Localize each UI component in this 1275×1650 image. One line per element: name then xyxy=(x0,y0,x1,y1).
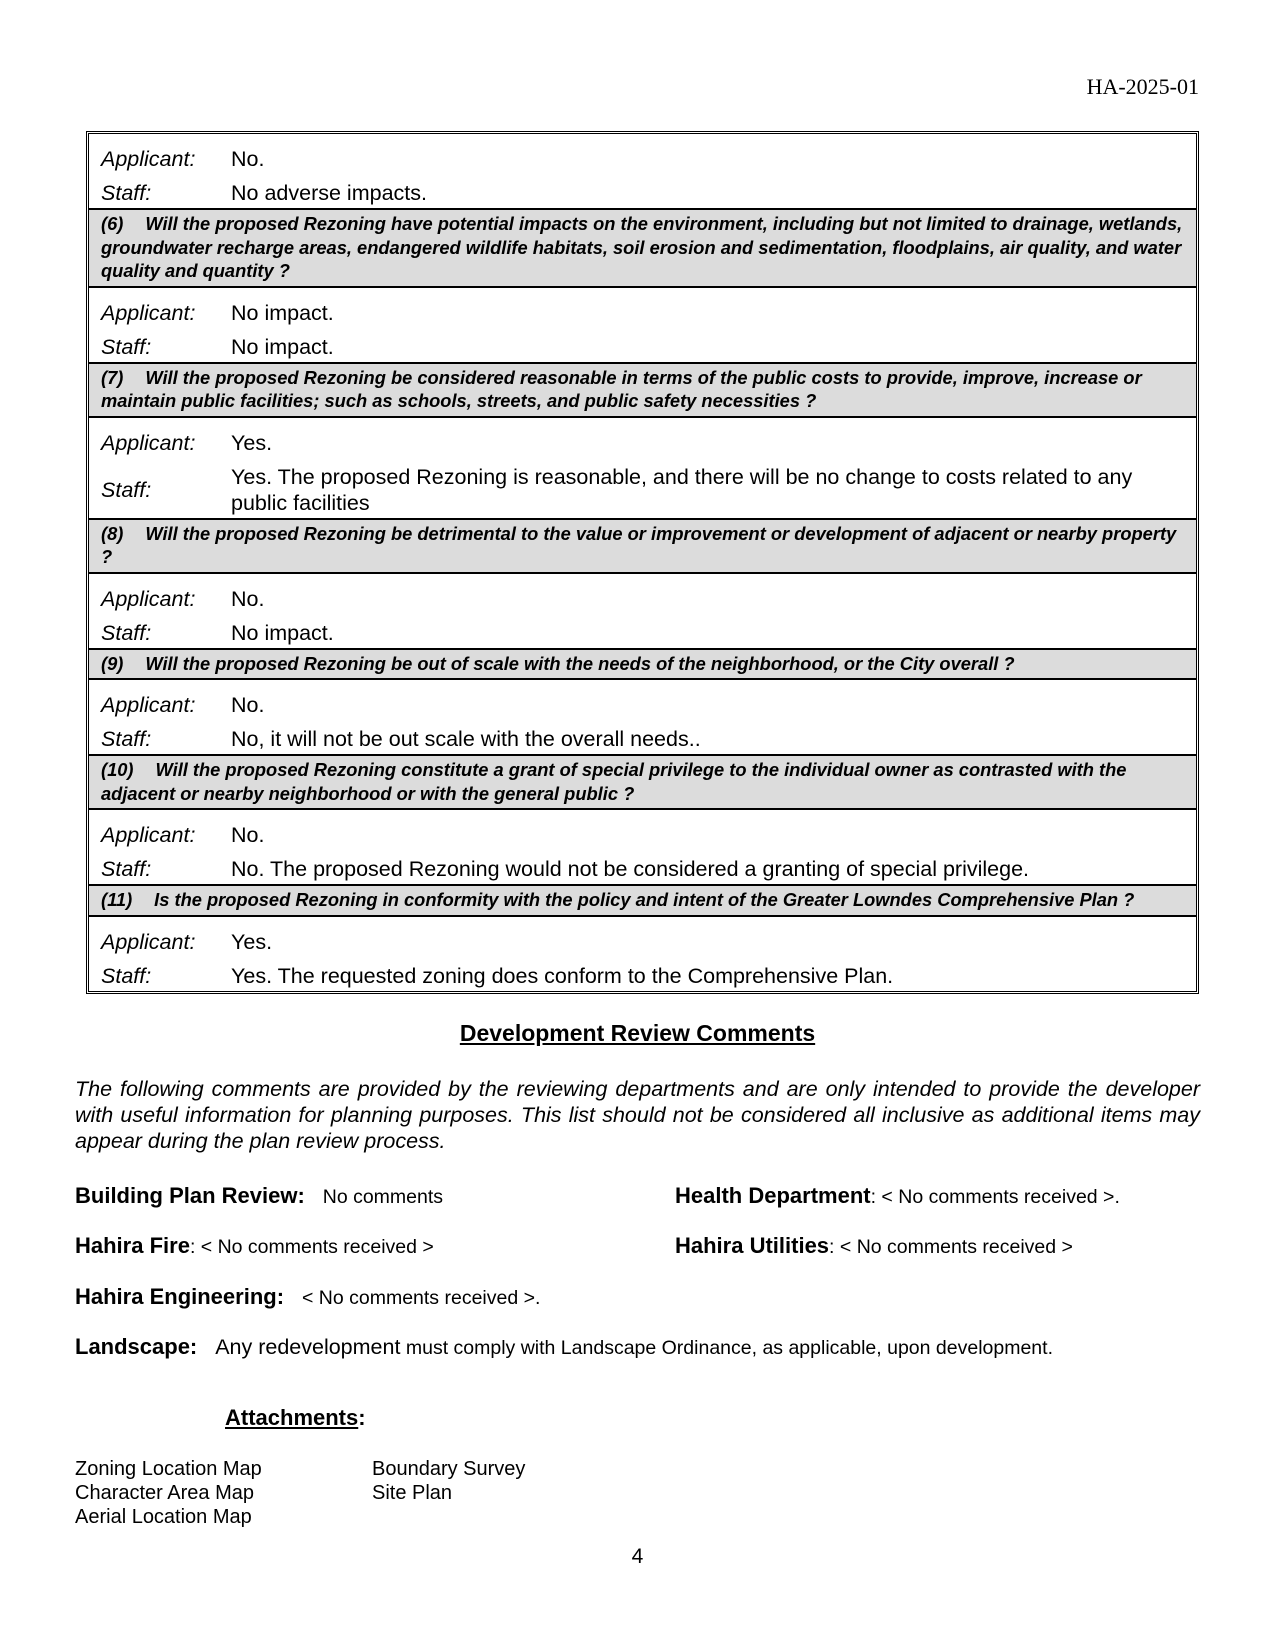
answer-label: Applicant: xyxy=(101,147,196,171)
comment-value: : < No comments received > xyxy=(829,1236,1073,1258)
answer-label: Staff: xyxy=(101,334,152,359)
attachments-list-right xyxy=(372,1457,525,1505)
answer-row-staff xyxy=(101,180,1184,206)
page-number: 4 xyxy=(631,1545,644,1568)
attachments-heading xyxy=(225,1405,366,1431)
answer-label: Staff: xyxy=(101,727,152,751)
question-number: (11) xyxy=(101,889,133,910)
answer-text: Yes. xyxy=(231,430,273,455)
comment-label: Hahira Fire xyxy=(75,1233,190,1258)
attachment-item: Boundary Survey xyxy=(372,1458,526,1480)
comment-building-plan-review xyxy=(75,1183,443,1209)
answer-text: Yes. The requested zoning does conform to the Comprehensive Plan. xyxy=(231,963,894,988)
comment-value: No comments xyxy=(322,1186,444,1208)
comment-health-department xyxy=(675,1183,1120,1209)
answer-block xyxy=(89,418,1196,520)
answer-text: No impact. xyxy=(231,334,334,359)
answer-row-staff xyxy=(101,963,1184,989)
attachment-item: Character Area Map xyxy=(75,1482,254,1504)
answer-row-applicant xyxy=(101,822,1184,848)
question-text: Will the proposed Rezoning be detrimental to the value or improvement or development of adjacent or nearby property ? xyxy=(101,522,1177,567)
answer-text: No. The proposed Rezoning would not be considered a granting of special privilege. xyxy=(231,857,1029,881)
question-text: Is the proposed Rezoning in conformity with the policy and intent of the Greater Lowndes Comprehensive Plan ? xyxy=(154,889,1135,910)
question-number: (10) xyxy=(101,759,134,780)
attachment-item: Aerial Location Map xyxy=(75,1506,252,1528)
answer-text: No adverse impacts. xyxy=(231,181,427,205)
question-number: (8) xyxy=(101,522,124,544)
comment-value: < No comments received >. xyxy=(301,1287,541,1309)
answer-label: Staff: xyxy=(101,181,152,205)
question-number: (7) xyxy=(101,366,124,388)
document-id: HA-2025-01 xyxy=(1086,74,1199,99)
comment-label: Health Department xyxy=(675,1183,871,1208)
answer-block xyxy=(89,917,1196,989)
question-text: Will the proposed Rezoning be considered reasonable in terms of the public costs to provide, improve, increase or maintain public facilities; such as schools, streets, and public safety necessities ? xyxy=(101,366,1142,411)
answer-text: No impact. xyxy=(231,620,334,645)
answer-label: Applicant: xyxy=(101,586,196,611)
answer-row-applicant xyxy=(101,430,1184,456)
answer-text: No. xyxy=(231,823,265,847)
question-text: Will the proposed Rezoning constitute a grant of special privilege to the individual owner as contrasted with the adjacent or nearby neighborhood or with the general public ? xyxy=(101,759,1127,804)
attachment-item: Site Plan xyxy=(372,1482,453,1504)
answer-row-staff xyxy=(101,726,1184,752)
answer-row-applicant xyxy=(101,692,1184,718)
question-text: Will the proposed Rezoning have potential impacts on the environment, including but not limited to drainage, wetlands, groundwater recharge areas, endangered wildlife habitats, soil erosion and sedimentation, floodplains, air quality, and water quality and quantity ? xyxy=(101,213,1183,281)
question-number: (9) xyxy=(101,652,124,674)
answer-text: No impact. xyxy=(231,300,334,325)
question-row-9 xyxy=(89,650,1196,681)
answer-label: Staff: xyxy=(101,477,152,502)
answer-row-staff xyxy=(101,464,1184,516)
question-row-7 xyxy=(89,364,1196,418)
question-row-11 xyxy=(89,886,1196,917)
answer-label: Applicant: xyxy=(101,430,196,455)
answer-row-staff xyxy=(101,620,1184,646)
comment-label: Hahira Engineering: xyxy=(75,1284,285,1309)
comment-value-lead: Any redevelopment xyxy=(215,1335,401,1359)
answer-block xyxy=(89,574,1196,650)
answer-row-staff xyxy=(101,334,1184,360)
comment-value: must comply with Landscape Ordinance, as applicable, upon development. xyxy=(400,1337,1053,1359)
comment-hahira-fire xyxy=(75,1233,434,1259)
section-title xyxy=(0,1020,1275,1047)
answer-text: No. xyxy=(231,693,265,717)
answer-row-applicant xyxy=(101,300,1184,326)
review-criteria-table xyxy=(86,131,1199,994)
attachments-list-left xyxy=(75,1457,262,1529)
section-title-text: Development Review Comments xyxy=(459,1020,816,1046)
answer-row-applicant xyxy=(101,586,1184,612)
question-row-6 xyxy=(89,210,1196,288)
answer-label: Applicant: xyxy=(101,823,196,847)
comment-landscape xyxy=(75,1334,1053,1360)
question-row-10 xyxy=(89,756,1196,810)
attachments-heading-colon: : xyxy=(358,1405,366,1430)
answer-text: Yes. xyxy=(231,929,273,954)
answer-label: Applicant: xyxy=(101,693,196,717)
answer-row-applicant xyxy=(101,146,1184,172)
answer-block xyxy=(89,810,1196,886)
answer-label: Applicant: xyxy=(101,300,196,325)
answer-label: Staff: xyxy=(101,857,152,881)
answer-text: Yes. The proposed Rezoning is reasonable, and there will be no change to costs related to any public facilities xyxy=(231,464,1133,515)
answer-label: Staff: xyxy=(101,963,152,988)
attachment-item: Zoning Location Map xyxy=(75,1458,262,1480)
comment-hahira-utilities xyxy=(675,1233,1073,1259)
comment-label: Landscape: xyxy=(75,1334,198,1359)
answer-row-applicant xyxy=(101,929,1184,955)
comment-label: Hahira Utilities xyxy=(675,1233,830,1258)
comment-value: : < No comments received >. xyxy=(870,1186,1120,1208)
answer-text: No, it will not be out scale with the overall needs.. xyxy=(231,727,701,751)
answer-text: No. xyxy=(231,586,265,611)
answer-row-staff xyxy=(101,856,1184,882)
question-row-8 xyxy=(89,520,1196,574)
question-text: Will the proposed Rezoning be out of scale with the needs of the neighborhood, or the City overall ? xyxy=(145,652,1015,674)
question-number: (6) xyxy=(101,213,124,234)
review-intro-paragraph: The following comments are provided by the reviewing departments and are only intended to provide the developer with useful information for planning purposes. This list should not be considered all inclusive as additional items may appear during the plan review process. xyxy=(75,1077,1200,1153)
answer-block xyxy=(89,134,1196,210)
answer-label: Staff: xyxy=(101,620,152,645)
answer-text: No. xyxy=(231,147,265,171)
comment-label: Building Plan Review: xyxy=(75,1183,305,1208)
answer-block xyxy=(89,288,1196,364)
answer-label: Applicant: xyxy=(101,929,196,954)
comment-value: : < No comments received > xyxy=(189,1236,434,1258)
comment-hahira-engineering xyxy=(75,1284,540,1310)
attachments-heading-text: Attachments xyxy=(225,1405,359,1430)
answer-block xyxy=(89,680,1196,756)
